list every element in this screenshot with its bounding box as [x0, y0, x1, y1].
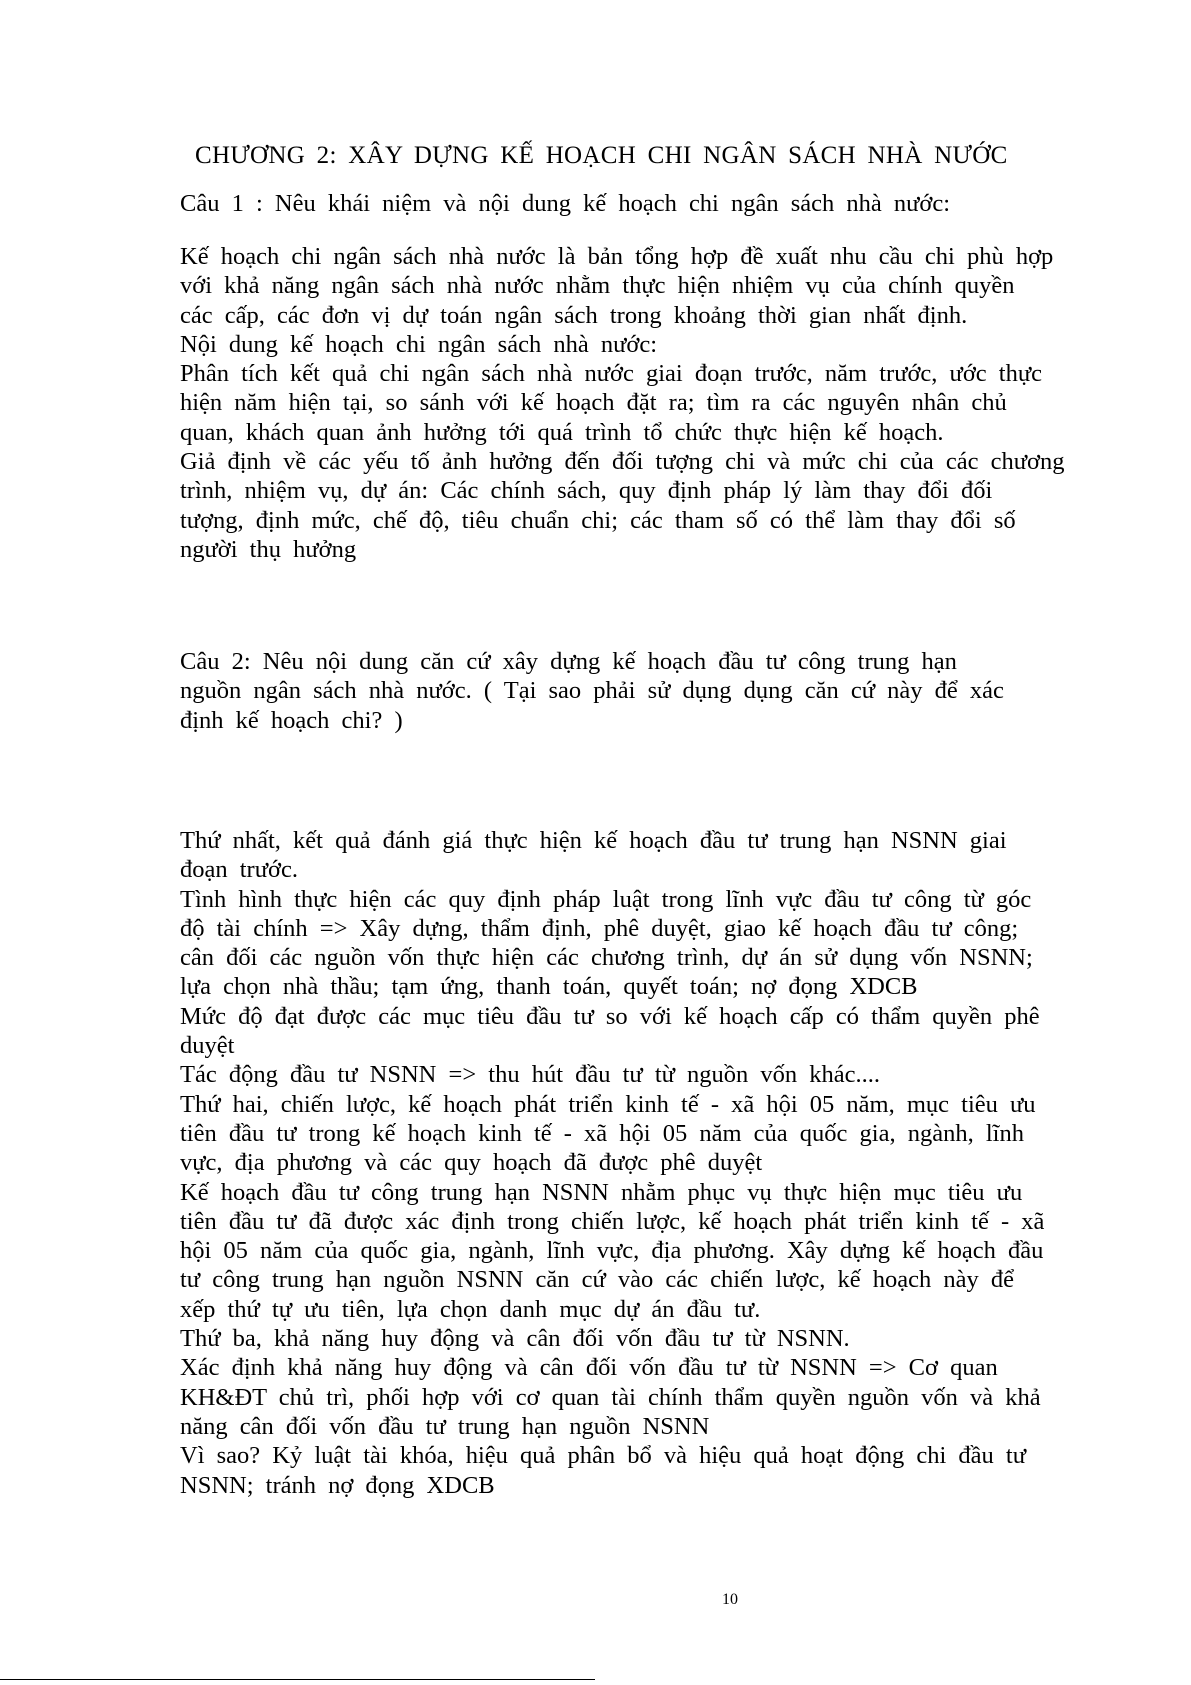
- question-1-body: [180, 242, 1140, 564]
- chapter-title: CHƯƠNG 2: XÂY DỰNG KẾ HOẠCH CHI NGÂN SÁCH NHÀ NƯỚC: [195, 142, 1008, 169]
- text-line: hội 05 năm của quốc gia, ngành, lĩnh vực, địa phương. Xây dựng kế hoạch đầu: [180, 1237, 1044, 1265]
- bottom-divider: [0, 1679, 595, 1680]
- question-2-body: [180, 826, 1140, 1500]
- text-line: người thụ hưởng: [180, 535, 357, 563]
- text-line: cân đối các nguồn vốn thực hiện các chương trình, dự án sử dụng vốn NSNN;: [180, 944, 1033, 972]
- text-line: Thứ ba, khả năng huy động và cân đối vốn đầu tư từ NSNN.: [180, 1325, 850, 1353]
- text-line: Tình hình thực hiện các quy định pháp luật trong lĩnh vực đầu tư công từ góc: [180, 885, 1032, 913]
- text-line: các cấp, các đơn vị dự toán ngân sách trong khoảng thời gian nhất định.: [180, 301, 968, 329]
- text-line: Vì sao? Kỷ luật tài khóa, hiệu quả phân bổ và hiệu quả hoạt động chi đầu tư: [180, 1442, 1027, 1470]
- text-line: Mức độ đạt được các mục tiêu đầu tư so với kế hoạch cấp có thẩm quyền phê: [180, 1002, 1040, 1030]
- text-line: vực, địa phương và các quy hoạch đã được phê duyệt: [180, 1149, 763, 1177]
- text-line: Kế hoạch chi ngân sách nhà nước là bản tổng hợp đề xuất nhu cầu chi phù hợp: [180, 243, 1054, 270]
- text-line: Thứ hai, chiến lược, kế hoạch phát triển kinh tế - xã hội 05 năm, mục tiêu ưu: [180, 1090, 1036, 1118]
- text-line: quan, khách quan ảnh hưởng tới quá trình tổ chức thực hiện kế hoạch.: [180, 418, 944, 446]
- text-line: tư công trung hạn nguồn NSNN căn cứ vào các chiến lược, kế hoạch này để: [180, 1266, 1014, 1294]
- text-line: năng cân đối vốn đầu tư trung hạn nguồn NSNN: [180, 1412, 710, 1440]
- text-line: tượng, định mức, chế độ, tiêu chuẩn chi; các tham số có thể làm thay đổi số: [180, 506, 1016, 534]
- text-line: Tác động đầu tư NSNN => thu hút đầu tư từ nguồn vốn khác....: [180, 1061, 881, 1089]
- text-line: Câu 2: Nêu nội dung căn cứ xây dựng kế hoạch đầu tư công trung hạn: [180, 648, 957, 675]
- text-line: tiên đầu tư đã được xác định trong chiến lược, kế hoạch phát triển kinh tế - xã: [180, 1207, 1045, 1235]
- text-line: Thứ nhất, kết quả đánh giá thực hiện kế hoạch đầu tư trung hạn NSNN giai: [180, 827, 1007, 854]
- text-line: nguồn ngân sách nhà nước. ( Tại sao phải sử dụng dụng căn cứ này để xác: [180, 677, 1004, 705]
- question-1-heading: [180, 189, 1140, 218]
- text-line: KH&ĐT chủ trì, phối hợp với cơ quan tài chính thẩm quyền nguồn vốn và khả: [180, 1383, 1041, 1411]
- text-line: duyệt: [180, 1032, 235, 1060]
- text-line: hiện năm hiện tại, so sánh với kế hoạch đặt ra; tìm ra các nguyên nhân chủ: [180, 389, 1007, 417]
- text-line: tiên đầu tư trong kế hoạch kinh tế - xã hội 05 năm của quốc gia, ngành, lĩnh: [180, 1119, 1024, 1147]
- text-line: đoạn trước.: [180, 856, 298, 884]
- text-line: NSNN; tránh nợ đọng XDCB: [180, 1471, 495, 1499]
- text-line: Xác định khả năng huy động và cân đối vốn đầu tư từ NSNN => Cơ quan: [180, 1354, 998, 1382]
- text-line: trình, nhiệm vụ, dự án: Các chính sách, quy định pháp lý làm thay đổi đối: [180, 477, 993, 505]
- text-line: Kế hoạch đầu tư công trung hạn NSNN nhằm phục vụ thực hiện mục tiêu ưu: [180, 1178, 1023, 1206]
- text-line: với khả năng ngân sách nhà nước nhằm thực hiện nhiệm vụ của chính quyền: [180, 272, 1015, 300]
- text-line: xếp thứ tự ưu tiên, lựa chọn danh mục dự án đầu tư.: [180, 1295, 761, 1323]
- text-line: lựa chọn nhà thầu; tạm ứng, thanh toán, quyết toán; nợ đọng XDCB: [180, 973, 918, 1001]
- text-line: độ tài chính => Xây dựng, thẩm định, phê duyệt, giao kế hoạch đầu tư công;: [180, 914, 1019, 942]
- page-number: 10: [722, 1591, 738, 1608]
- text-line: Phân tích kết quả chi ngân sách nhà nước giai đoạn trước, năm trước, ước thực: [180, 360, 1043, 388]
- question-2-heading: [180, 647, 1140, 735]
- question-1-heading-text: Câu 1 : Nêu khái niệm và nội dung kế hoạch chi ngân sách nhà nước:: [180, 190, 951, 217]
- text-line: Giả định về các yếu tố ảnh hưởng đến đối tượng chi và mức chi của các chương: [180, 448, 1065, 476]
- text-line: định kế hoạch chi? ): [180, 706, 403, 734]
- text-line: Nội dung kế hoạch chi ngân sách nhà nước:: [180, 330, 658, 358]
